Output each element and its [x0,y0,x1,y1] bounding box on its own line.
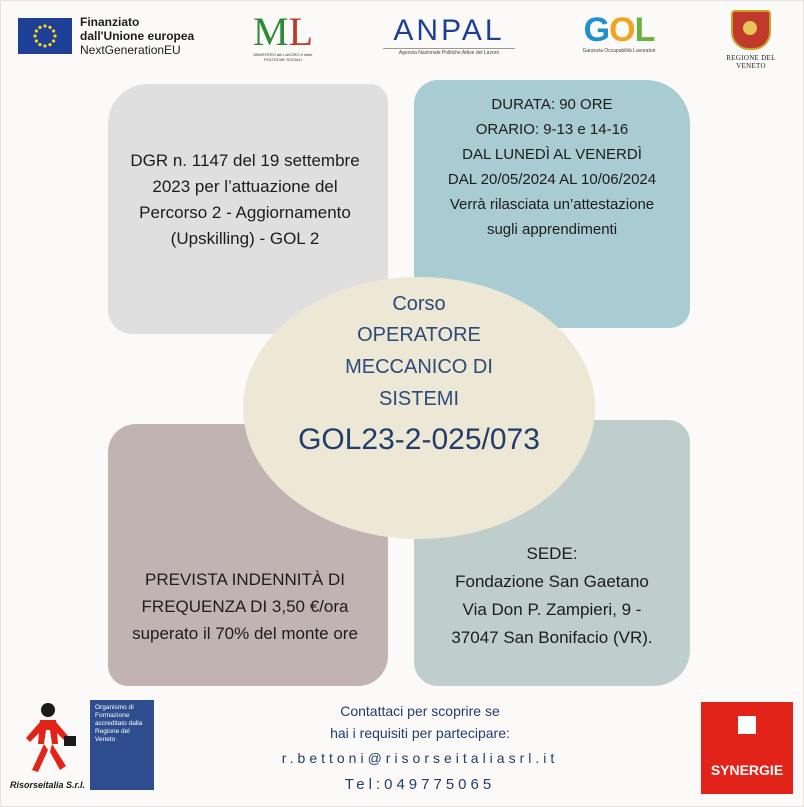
anpal-logo [383,14,515,58]
venue-line: SEDE: [526,544,578,563]
allowance-line: PREVISTA INDENNITÀ DI [145,570,345,589]
contact-block [230,700,610,798]
dgr-text [110,148,380,252]
eu-flag-icon [18,18,72,54]
eu-title: Finanziato [80,15,140,29]
allowance-line: superato il 70% del monte ore [132,624,358,643]
venue-line: Fondazione San Gaetano [455,572,649,591]
square-icon [738,716,756,734]
course-code: GOL23-2-025/073 [298,423,540,456]
dgr-line: DGR n. 1147 del 19 settembre [130,151,360,170]
anpal-name: ANPAL [393,14,505,47]
gol-name: GOL [583,11,655,49]
gol-logo [575,12,663,60]
allowance-text [110,566,380,647]
contact-email-link[interactable]: r.bettoni@risorseitaliasrl.it [281,750,559,766]
region-caption: REGIONE DEL VENETO [726,54,776,70]
synergie-name: SYNERGIE [710,762,784,778]
dgr-line: Percorso 2 - Aggiornamento [139,203,351,222]
schedule-line: ORARIO: 9-13 e 14-16 [475,121,629,138]
venue-line: 37047 San Bonifacio (VR). [451,628,653,647]
course-title-line: MECCANICO DI [345,356,493,378]
regione-veneto-logo [716,10,786,68]
running-man-icon [10,700,80,778]
schedule-line: DAL LUNEDÌ AL VENERDÌ [462,146,642,163]
lion-shield-icon [731,10,771,50]
course-title-line: OPERATORE [357,324,481,346]
venue-line: Via Don P. Zampieri, 9 - [462,600,642,619]
course-title-block [290,289,548,461]
schedule-line: Verrà rilasciata un’attestazione [449,196,655,213]
schedule-line: DURATA: 90 ORE [491,96,613,113]
eu-sub: NextGenerationEU [80,43,181,57]
dgr-line: (Upskilling) - GOL 2 [170,229,320,248]
schedule-text [416,92,688,242]
course-kicker: Corso [392,293,446,315]
risorseitalia-name: Risorseitalia S.r.l. [10,780,86,790]
schedule-line: DAL 20/05/2024 AL 10/06/2024 [447,171,657,188]
contact-line: hai i requisiti per partecipare: [330,725,510,741]
dgr-line: 2023 per l’attuazione del [152,177,338,196]
venue-text [416,540,688,652]
course-title-line: SISTEMI [378,388,459,410]
anpal-sub: Agenzia Nazionale Politiche Attive del Lavoro [383,48,515,56]
eu-title-2: dall'Unione europea [80,29,195,43]
accreditation-badge: Organismo di Formazione accreditato dalla Regione del Veneto [90,700,154,790]
gol-sub: Garanzia Occupabilità Lavoratori [582,48,656,54]
synergie-logo [701,702,793,794]
allowance-line: FREQUENZA DI 3,50 €/ora [141,597,349,616]
ministry-logo: ML MINISTERO del LAVORO e delle POLITICHE SOCIALI [248,12,318,68]
contact-phone-link[interactable]: Tel:049775065 [344,776,496,793]
ministry-caption: MINISTERO del LAVORO e delle POLITICHE SOCIALI [253,52,313,62]
eu-funding-logo [18,14,228,58]
risorseitalia-logo [10,700,88,800]
contact-line: Contattaci per scoprire se [340,703,500,719]
schedule-line: sugli apprendimenti [486,221,618,238]
